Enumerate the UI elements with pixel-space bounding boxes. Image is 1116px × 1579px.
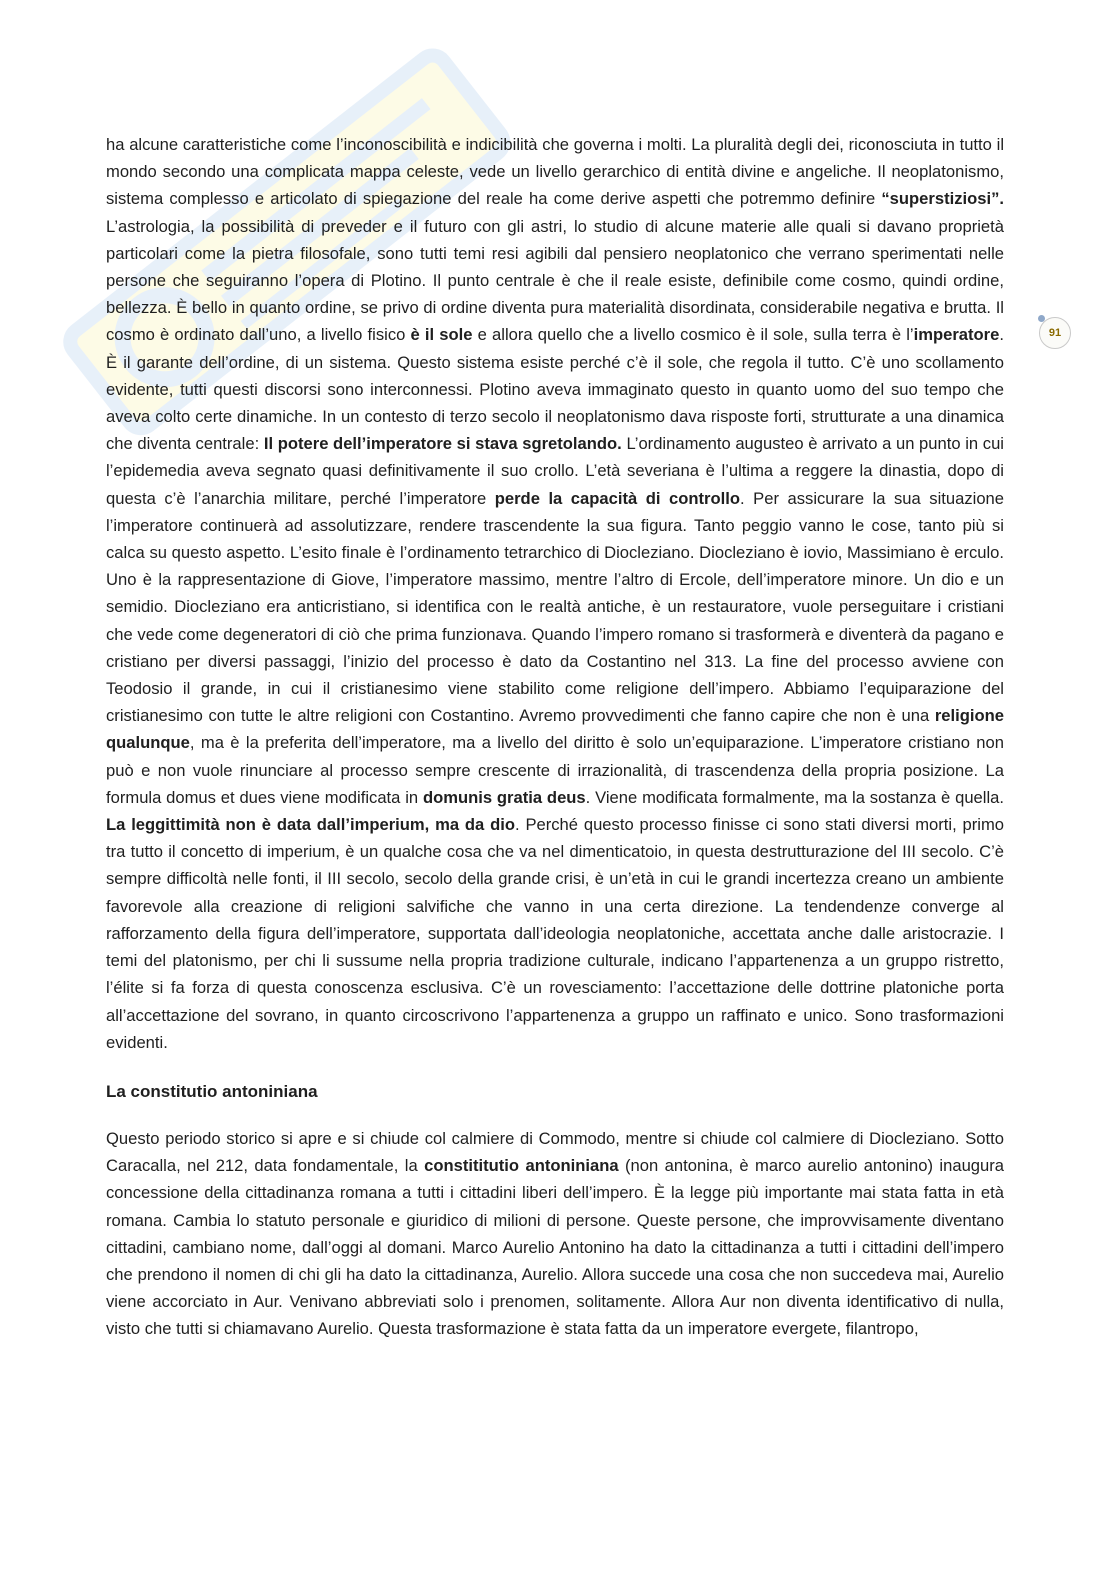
text-run: e allora quello che a livello cosmico è il sole, sulla terra è l’ — [472, 325, 914, 345]
text-run: Questo periodo storico si apre e si chiude col calmiere di Commodo, mentre si chiude col calmiere di Diocleziano. Sotto Caracalla, nel 212, data fondamentale, la — [106, 1128, 1004, 1176]
text-run: . Perché questo processo finisse ci sono stati diversi morti, primo tra tutto il concetto di imperium, è un qualche cosa che va nel dimenticatoio, in questa destrutturazione del III secolo. C’è sempre difficoltà nelle fonti, il III secolo, secolo della grande crisi, è un’età in cui le grandi incertezza creano un ambiente favorevole alla creazione di religioni salvifiche che vanno in una certa direzione. La tendendenze converge al rafforzamento della figura dell’imperatore, supportata dall’ideologia neoplatoniche, accettata anche dalle aristocrazie. I temi del platonismo, per chi li sussume nella propria tradizione culturale, indicano l’appartenenza a un gruppo ristretto, l’élite si fa forza di questa conoscenza esclusiva. C’è un rovesciamento: l’accettazione delle dottrine platoniche porta all’accettazione del sovrano, in quanto circoscrivono l’appartenenza a gruppo un raffinato e unico. Sono trasformazioni evidenti. — [106, 815, 1004, 1052]
emphasis-text: constititutio antoniniana — [424, 1156, 619, 1176]
emphasis-text: imperatore — [913, 325, 1000, 345]
emphasis-text: religione qualunque — [106, 706, 1004, 753]
section-heading: La constitutio antoniniana — [106, 1081, 318, 1101]
paragraph — [106, 131, 1004, 1056]
emphasis-text: La leggittimità non è data dall’imperium, ma da dio — [106, 815, 515, 835]
emphasis-text: domunis gratia deus — [422, 787, 586, 807]
paragraph — [106, 1125, 1004, 1343]
text-run: L’astrologia, la possibilità di preveder e il futuro con gli astri, lo studio di alcune materie alle quali si davano proprietà particolari come la pietra filosofale, sono tutti temi resi agibili dal pensiero neoplatonico che verrano sperimentati nelle persone che seguiranno l’opera di Plotino. Il punto centrale è che il reale esiste, definibile come cosmo, quindi ordine, bellezza. È bello in quanto ordine, se privo di ordine diventa pura materialità disordinata, considerabile negativa e brutta. Il cosmo è ordinato dall’uno, a livello fisico — [106, 216, 1004, 345]
page-number: 91 — [1039, 317, 1071, 349]
emphasis-text: perde la capacità di controllo — [494, 488, 741, 508]
emphasis-text: “superstiziosi”. — [881, 189, 1004, 209]
text-run: ha alcune caratteristiche come l’inconoscibilità e indicibilità che governa i molti. La pluralità degli dei, riconosciuta in tutto il mondo secondo una complicata mappa celeste, vede un livello gerarchico di entità divine e angeliche. Il neoplatonismo, sistema complesso e articolato di spiegazione del reale ha come derive aspetti che potremmo definire — [106, 135, 1004, 209]
text-run: (non antonina, è marco aurelio antonino) inaugura concessione della cittadinanza romana a tutti i cittadini liberi dell’impero. È la legge più importante mai stata fatta in età romana. Cambia lo statuto personale e giuridico di milioni di persone. Queste persone, che improvvisamente diventano cittadini, cambiano nome, dall’oggi al domani. Marco Aurelio Antonino ha dato la cittadinanza a tutti i cittadini dell’impero che prendono il nomen di chi gli ha dato la cittadinanza, Aurelio. Allora succede una cosa che non succedeva mai, Aurelio viene accorciato in Aur. Venivano abbreviati solo i prenomen, solitamente. Allora Aur non diventa identificativo di nulla, visto che tutti si chiamavano Aurelio. Questa trasformazione è stata fatta da un imperatore evergete, filantropo, — [106, 1156, 1005, 1339]
document-body — [106, 131, 1004, 1343]
text-run: , ma è la preferita dell’imperatore, ma a livello del diritto è solo un’equiparazione. L’imperatore cristiano non può e non vuole rinunciare al processo sempre crescente di irrazionalità, di trascendenza della propria posizione. La formula domus et dues viene modificata in — [106, 733, 1004, 807]
text-run: . Viene modificata formalmente, ma la sostanza è quella. — [585, 787, 1004, 807]
text-run: . Per assicurare la sua situazione l’imperatore continuerà ad assolutizzare, rendere trascendente la sua figura. Tanto peggio vanno le cose, tanto più si calca su questo aspetto. L’esito finale è l’ordinamento tetrarchico di Diocleziano. Diocleziano è iovio, Massimiano è erculo. Uno è la rappresentazione di Giove, l’imperatore massimo, mentre l’altro di Ercole, dell’imperatore minore. Un dio e un semidio. Diocleziano era anticristiano, si identifica con le realtà antiche, è un restauratore, vuole perseguitare i cristiani che vede come degeneratori di ciò che prima funzionava. Quando l’impero romano si trasformerà e diventerà da pagano e cristiano per diversi passaggi, l’inizio del processo è dato da Costantino nel 313. La fine del processo avviene con Teodosio il grande, in cui il cristianesimo viene stabilito come religione dell’impero. Abbiamo l’equiparazione del cristianesimo con tutte le altre religioni con Costantino. Avremo provvedimenti che fanno capire che non è una — [106, 488, 1005, 726]
emphasis-text: Il potere dell’imperatore si stava sgretolando. — [263, 434, 622, 454]
text-run: . È il garante dell’ordine, di un sistema. Questo sistema esiste perché c’è il sole, che regola il tutto. C’è uno scollamento evidente, tutti questi discorsi sono interconnessi. Plotino aveva immaginato questo in quanto uomo del suo tempo che aveva colto certe dinamiche. In un contesto di terzo secolo il neoplatonismo dava risposte forti, strutturate a una dinamica che diventa centrale: — [106, 325, 1004, 454]
emphasis-text: è il sole — [410, 325, 473, 345]
text-run: L’ordinamento augusteo è arrivato a un punto in cui l’epidemedia aveva segnato quasi definitivamente il suo crollo. L’età severiana è l’ultima a reggere la dinastia, dopo di questa c’è l’anarchia militare, perché l’imperatore — [106, 434, 1004, 508]
